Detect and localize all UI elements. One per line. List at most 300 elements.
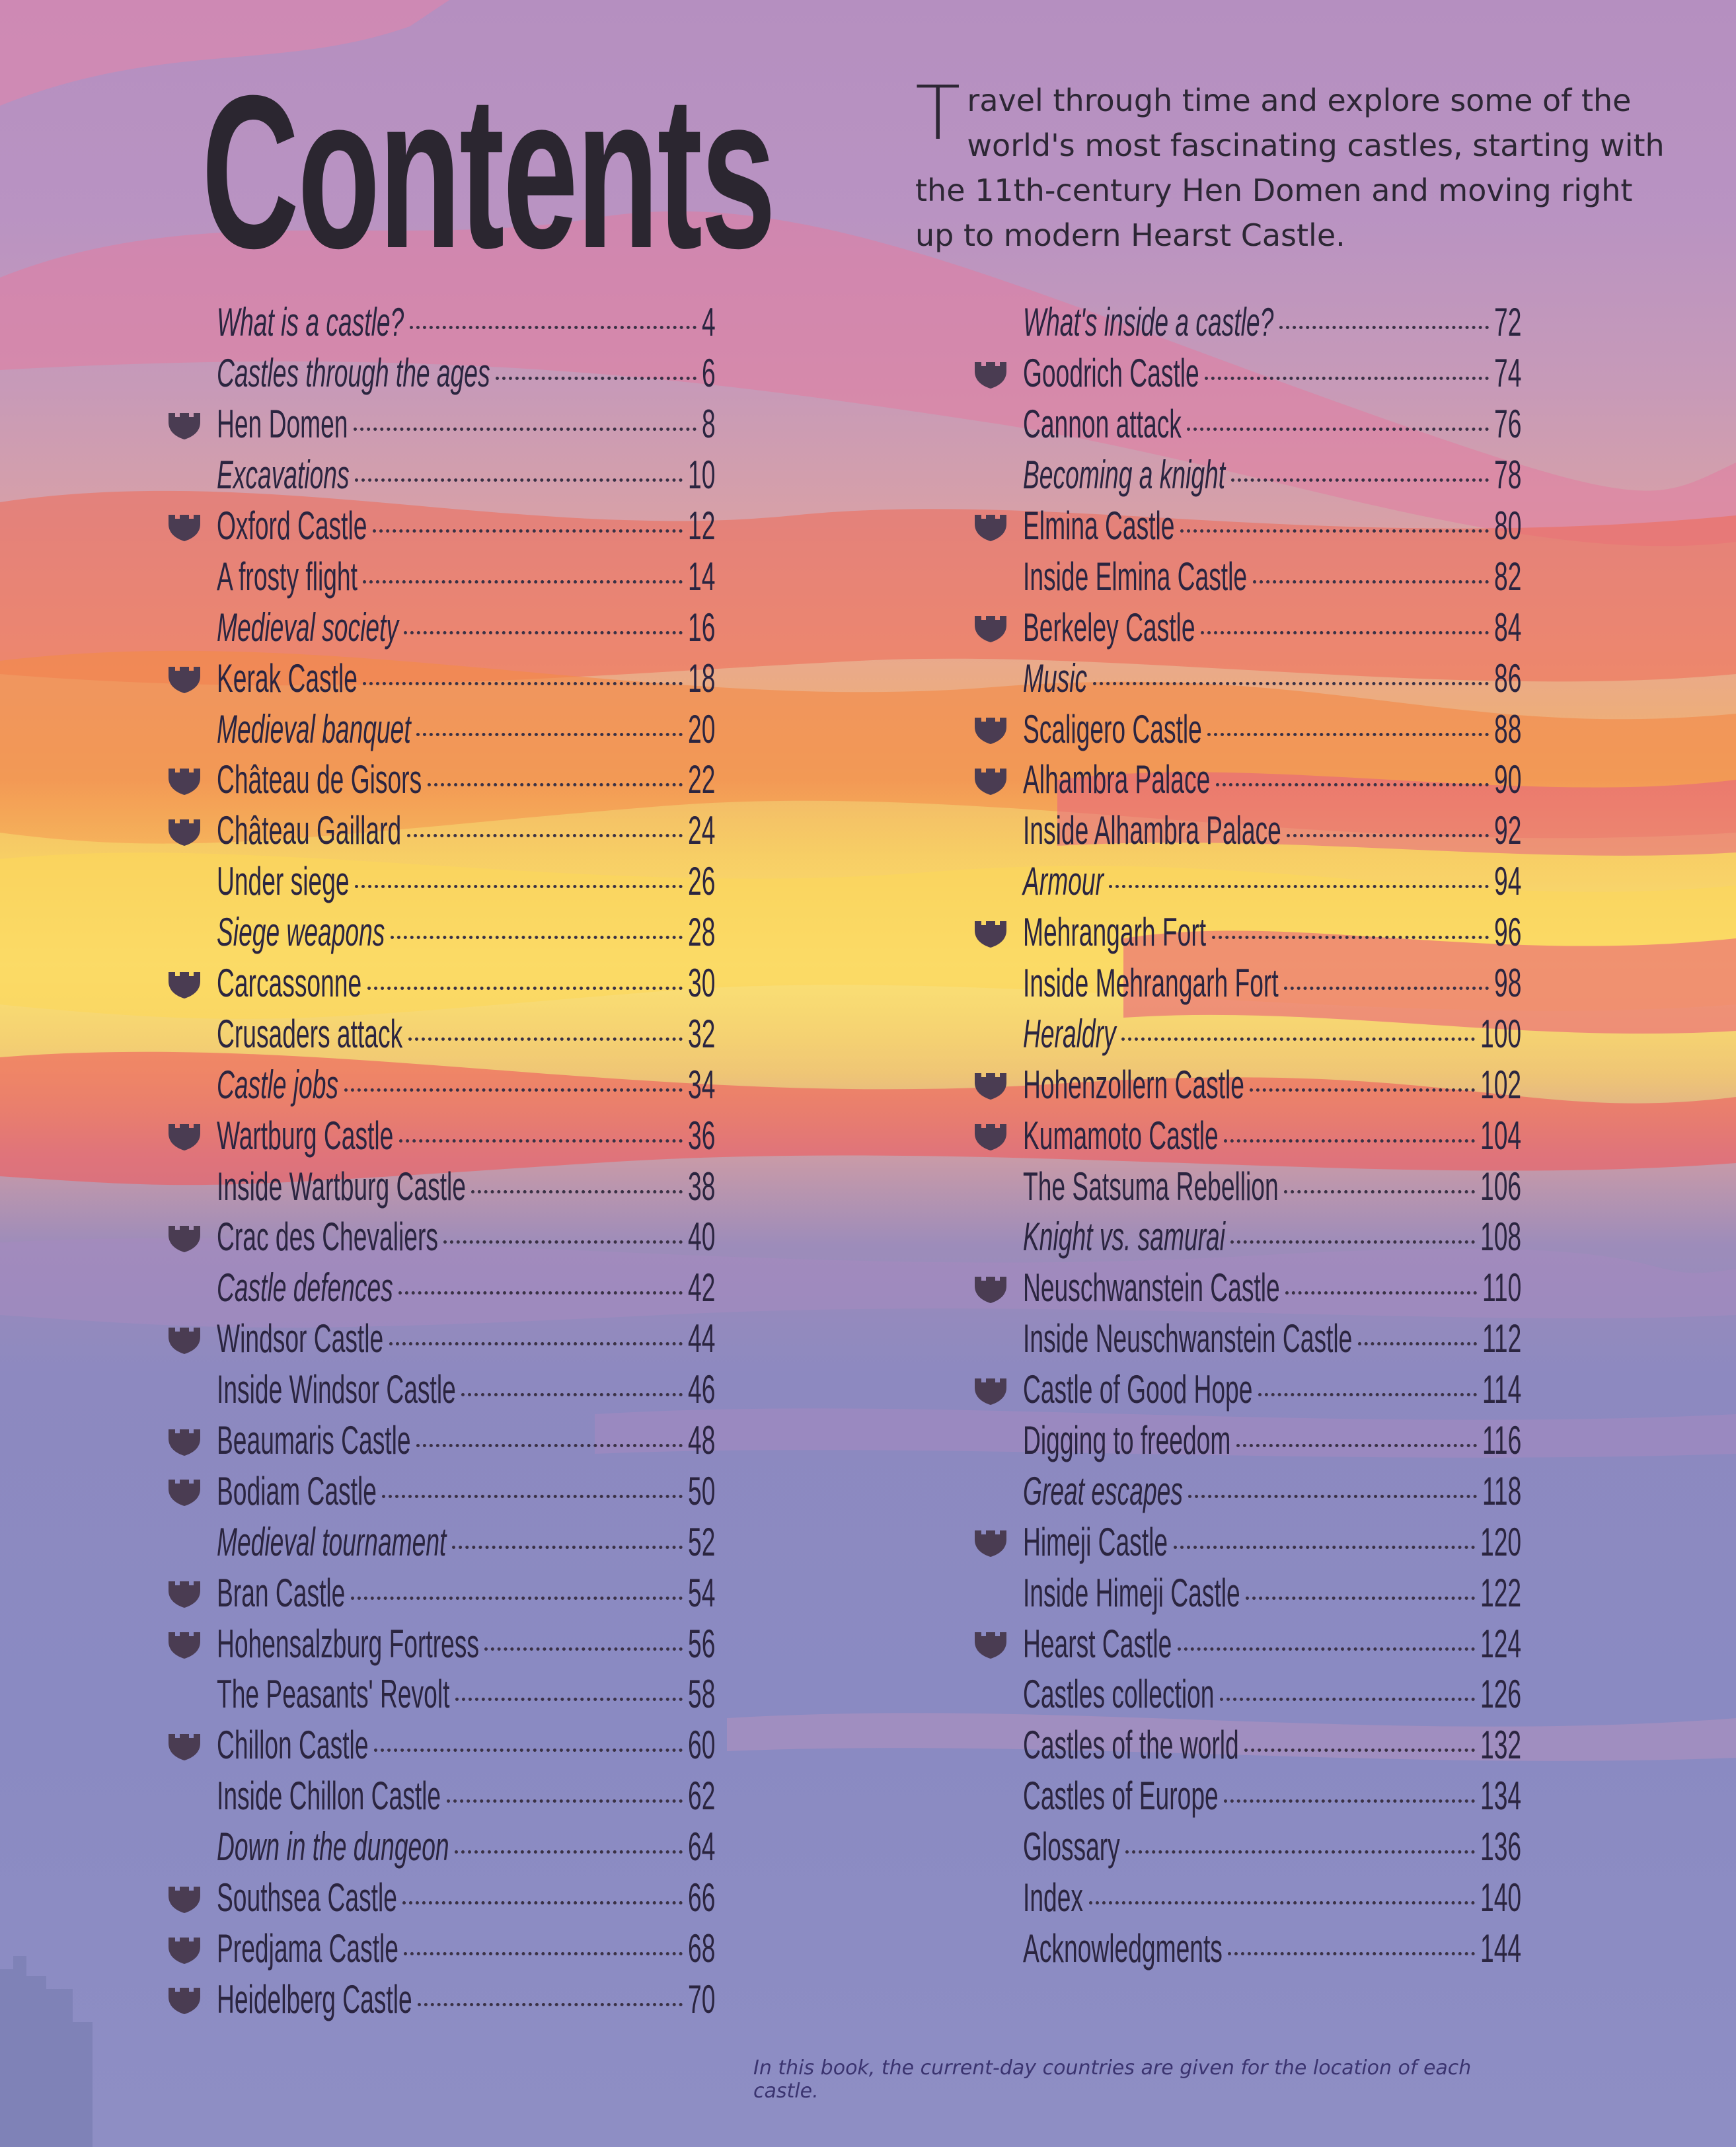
- dot-leader: [1279, 326, 1489, 329]
- toc-page-number: 46: [688, 1367, 716, 1412]
- toc-entry-title: Castles of Europe: [1023, 1774, 1219, 1819]
- toc-entry-title: Castle of Good Hope: [1023, 1367, 1253, 1412]
- castle-shield-icon: [167, 1630, 202, 1660]
- toc-entry-title: Windsor Castle: [217, 1316, 384, 1361]
- toc-entry[interactable]: [963, 1059, 1522, 1110]
- toc-entry[interactable]: [157, 755, 716, 806]
- toc-page-number: 62: [688, 1774, 716, 1819]
- toc-entry-title: Inside Alhambra Palace: [1023, 808, 1281, 853]
- dot-leader: [452, 1546, 683, 1549]
- castle-shield-icon: [167, 766, 202, 796]
- toc-page-number: 122: [1480, 1570, 1522, 1615]
- toc-entry[interactable]: [963, 1771, 1522, 1822]
- toc-entry[interactable]: [963, 1517, 1522, 1567]
- toc-entry[interactable]: [157, 1212, 716, 1263]
- toc-entry[interactable]: [157, 907, 716, 958]
- toc-entry[interactable]: [963, 806, 1522, 856]
- dot-leader: [1250, 1088, 1475, 1092]
- toc-page-number: 84: [1494, 605, 1522, 650]
- toc-entry-line: [1023, 552, 1522, 602]
- toc-entry-title: What is a castle?: [217, 300, 404, 345]
- toc-page-number: 112: [1482, 1316, 1522, 1361]
- intro-text: ravel through time and explore some of the world's most fascinating castles, starting with the 11th-century Hen Domen and moving right up to modern Hearst Castle.: [915, 83, 1665, 253]
- toc-entry[interactable]: [157, 501, 716, 552]
- toc-page-number: 16: [688, 605, 716, 650]
- toc-entry-title: Inside Elmina Castle: [1023, 554, 1248, 599]
- toc-entry-title: Glossary: [1023, 1825, 1120, 1869]
- toc-entry[interactable]: [963, 1365, 1522, 1415]
- toc-page-number: 18: [688, 656, 716, 700]
- toc-entry-title: Castles of the world: [1023, 1723, 1239, 1768]
- toc-entry[interactable]: [963, 1212, 1522, 1263]
- dot-leader: [455, 1698, 683, 1701]
- dot-leader: [455, 1850, 683, 1854]
- toc-page-number: 60: [688, 1723, 716, 1768]
- toc-entry[interactable]: [157, 348, 716, 399]
- toc-entry-title: Crac des Chevaliers: [217, 1215, 438, 1260]
- toc-entry-line: [1023, 348, 1522, 398]
- toc-entry-title: Knight vs. samurai: [1023, 1215, 1225, 1260]
- toc-entry-line: [1023, 907, 1522, 958]
- toc-entry[interactable]: [157, 958, 716, 1009]
- dot-leader: [1180, 529, 1489, 533]
- dot-leader: [1246, 1597, 1475, 1600]
- toc-page-number: 92: [1494, 808, 1522, 853]
- toc-entry[interactable]: [963, 907, 1522, 958]
- castle-shield-icon: [167, 1427, 202, 1457]
- toc-entry-title: Château Gaillard: [217, 808, 402, 853]
- toc-entry[interactable]: [963, 551, 1522, 602]
- toc-entry[interactable]: [157, 1008, 716, 1059]
- dot-leader: [363, 682, 683, 685]
- toc-entry-title: Armour: [1023, 859, 1104, 904]
- toc-entry[interactable]: [157, 1466, 716, 1517]
- dot-leader: [1228, 1952, 1475, 1955]
- toc-entry[interactable]: [963, 856, 1522, 907]
- toc-entry[interactable]: [157, 1720, 716, 1771]
- dot-leader: [484, 1647, 683, 1651]
- dot-leader: [408, 1037, 683, 1041]
- toc-entry-title: Goodrich Castle: [1023, 351, 1199, 396]
- toc-page-number: 34: [688, 1062, 716, 1107]
- dot-leader: [389, 1342, 683, 1345]
- toc-page-number: 24: [688, 808, 716, 853]
- toc-entry[interactable]: [157, 1974, 716, 2025]
- toc-right-column: [963, 297, 1522, 1974]
- toc-entry[interactable]: [963, 602, 1522, 653]
- drop-cap: T: [915, 71, 961, 157]
- toc-entry-line: [217, 1822, 716, 1872]
- dot-leader: [1284, 987, 1489, 990]
- toc-page-number: 6: [702, 351, 716, 396]
- dot-leader: [374, 1749, 683, 1752]
- dot-leader: [1174, 1546, 1475, 1549]
- toc-entry-line: [217, 1568, 716, 1618]
- toc-entry-line: [1023, 1822, 1522, 1872]
- toc-page-number: 36: [688, 1113, 716, 1158]
- toc-page-number: 52: [688, 1519, 716, 1564]
- toc-page-number: 56: [688, 1621, 716, 1666]
- dot-leader: [447, 1799, 683, 1803]
- toc-entry[interactable]: [157, 1618, 716, 1669]
- castle-shield-icon: [973, 512, 1008, 543]
- toc-page-number: 14: [688, 554, 716, 599]
- toc-entry[interactable]: [157, 653, 716, 704]
- castle-shield-icon: [973, 359, 1008, 390]
- toc-entry-title: Hen Domen: [217, 402, 348, 447]
- toc-left-column: [157, 297, 716, 2025]
- dot-leader: [1224, 1799, 1475, 1803]
- toc-entry[interactable]: [963, 1669, 1522, 1720]
- dot-leader: [410, 326, 697, 329]
- dot-leader: [1284, 1190, 1475, 1193]
- toc-entry-line: [217, 856, 716, 907]
- toc-entry-title: Hohenzollern Castle: [1023, 1062, 1244, 1107]
- toc-entry-line: [1023, 399, 1522, 449]
- toc-entry-title: Medieval banquet: [217, 706, 411, 751]
- dot-leader: [355, 478, 683, 482]
- toc-entry[interactable]: [157, 399, 716, 450]
- toc-entry-line: [217, 603, 716, 653]
- dot-leader: [373, 529, 683, 533]
- toc-entry[interactable]: [157, 297, 716, 348]
- toc-entry-line: [1023, 1212, 1522, 1262]
- toc-entry-line: [1023, 450, 1522, 500]
- toc-entry-line: [217, 1415, 716, 1466]
- toc-entry-line: [1023, 501, 1522, 551]
- toc-entry-line: [217, 1771, 716, 1821]
- toc-page-number: 12: [688, 504, 716, 548]
- toc-entry-title: Oxford Castle: [217, 504, 367, 548]
- toc-entry-title: Inside Wartburg Castle: [217, 1164, 466, 1209]
- toc-page-number: 20: [688, 706, 716, 751]
- dot-leader: [428, 783, 683, 786]
- toc-entry[interactable]: [963, 1263, 1522, 1314]
- toc-entry-line: [217, 297, 716, 348]
- toc-entry[interactable]: [157, 856, 716, 907]
- toc-page-number: 66: [688, 1875, 716, 1920]
- dot-leader: [1121, 1037, 1475, 1041]
- castle-shield-icon: [167, 1121, 202, 1152]
- toc-page-number: 104: [1480, 1113, 1522, 1158]
- toc-entry-title: Chillon Castle: [217, 1723, 369, 1768]
- toc-entry-title: Southsea Castle: [217, 1875, 397, 1920]
- toc-entry-title: Acknowledgments: [1023, 1926, 1223, 1971]
- toc-page-number: 78: [1494, 453, 1522, 498]
- castle-shield-icon: [973, 1630, 1008, 1660]
- toc-entry-title: The Peasants' Revolt: [217, 1672, 450, 1717]
- toc-entry-title: Medieval tournament: [217, 1519, 447, 1564]
- dot-leader: [1205, 377, 1489, 380]
- toc-entry[interactable]: [157, 1924, 716, 1975]
- toc-entry[interactable]: [963, 1720, 1522, 1771]
- castle-shield-icon: [167, 1731, 202, 1762]
- castle-shield-icon: [167, 1985, 202, 2015]
- toc-entry-line: [1023, 755, 1522, 805]
- toc-page-number: 76: [1494, 402, 1522, 447]
- toc-entry-title: Castles collection: [1023, 1672, 1215, 1717]
- dot-leader: [1220, 1698, 1475, 1701]
- castle-shield-icon: [167, 1223, 202, 1254]
- toc-entry[interactable]: [157, 450, 716, 501]
- dot-leader: [1231, 478, 1489, 482]
- toc-entry-line: [217, 704, 716, 755]
- toc-entry[interactable]: [963, 399, 1522, 450]
- toc-page-number: 116: [1482, 1418, 1522, 1463]
- dot-leader: [1188, 1495, 1477, 1498]
- castle-shield-icon: [167, 1325, 202, 1355]
- toc-page-number: 22: [688, 757, 716, 802]
- dot-leader: [416, 733, 683, 736]
- toc-page-number: 72: [1494, 300, 1522, 345]
- dot-leader: [1201, 631, 1489, 634]
- toc-entry[interactable]: [963, 1618, 1522, 1669]
- toc-entry-line: [1023, 704, 1522, 755]
- dot-leader: [1287, 834, 1489, 837]
- toc-entry[interactable]: [963, 1873, 1522, 1924]
- toc-page-number: 88: [1494, 706, 1522, 751]
- toc-page-number: 68: [688, 1926, 716, 1971]
- dot-leader: [496, 377, 697, 380]
- toc-entry-title: Berkeley Castle: [1023, 605, 1195, 650]
- dot-leader: [461, 1393, 683, 1396]
- toc-page-number: 42: [688, 1265, 716, 1310]
- dot-leader: [363, 580, 683, 584]
- toc-entry-title: The Satsuma Rebellion: [1023, 1164, 1279, 1209]
- dot-leader: [382, 1495, 683, 1498]
- toc-entry[interactable]: [157, 806, 716, 856]
- toc-entry-line: [1023, 1568, 1522, 1618]
- toc-page-number: 120: [1480, 1519, 1522, 1564]
- toc-entry[interactable]: [963, 1466, 1522, 1517]
- dot-leader: [1285, 1291, 1477, 1295]
- toc-entry[interactable]: [157, 1669, 716, 1720]
- toc-entry[interactable]: [157, 1263, 716, 1314]
- toc-entry[interactable]: [157, 1314, 716, 1365]
- toc-entry[interactable]: [963, 501, 1522, 552]
- toc-entry-line: [217, 348, 716, 398]
- castle-shield-icon: [167, 969, 202, 1000]
- toc-entry-line: [1023, 603, 1522, 653]
- toc-entry-title: Index: [1023, 1875, 1084, 1920]
- toc-entry[interactable]: [963, 1314, 1522, 1365]
- toc-entry-title: Music: [1023, 656, 1088, 700]
- dot-leader: [391, 936, 683, 939]
- toc-entry[interactable]: [157, 1873, 716, 1924]
- toc-page-number: 28: [688, 910, 716, 955]
- toc-page-number: 140: [1480, 1875, 1522, 1920]
- toc-entry[interactable]: [157, 1771, 716, 1822]
- castle-shield-icon: [167, 1579, 202, 1609]
- castle-shield-icon: [973, 1121, 1008, 1152]
- toc-entry[interactable]: [963, 755, 1522, 806]
- toc-entry-title: Heraldry: [1023, 1011, 1116, 1056]
- footnote: In this book, the current-day countries are given for the location of each castle.: [753, 2056, 1472, 2103]
- toc-page-number: 98: [1494, 961, 1522, 1006]
- toc-entry[interactable]: [157, 1161, 716, 1212]
- castle-shield-icon: [973, 613, 1008, 644]
- toc-page-number: 54: [688, 1570, 716, 1615]
- toc-page-number: 126: [1480, 1672, 1522, 1717]
- dot-leader: [1178, 1647, 1475, 1651]
- toc-entry[interactable]: [157, 1822, 716, 1873]
- toc-entry-line: [217, 1212, 716, 1262]
- dot-leader: [1093, 682, 1489, 685]
- toc-entry-title: Inside Himeji Castle: [1023, 1570, 1240, 1615]
- dot-leader: [1224, 1139, 1475, 1143]
- toc-entry[interactable]: [157, 602, 716, 653]
- toc-page-number: 8: [702, 402, 716, 447]
- toc-page-number: 90: [1494, 757, 1522, 802]
- toc-entry-line: [1023, 958, 1522, 1008]
- toc-entry-title: What's inside a castle?: [1023, 300, 1274, 345]
- dot-leader: [471, 1190, 683, 1193]
- toc-page-number: 70: [688, 1977, 716, 2021]
- toc-page-number: 118: [1482, 1468, 1522, 1513]
- toc-entry-title: Heidelberg Castle: [217, 1977, 412, 2021]
- toc-entry-title: Kerak Castle: [217, 656, 358, 700]
- toc-entry[interactable]: [963, 1161, 1522, 1212]
- toc-entry-line: [217, 654, 716, 704]
- toc-entry-title: Down in the dungeon: [217, 1825, 449, 1869]
- dot-leader: [344, 1088, 683, 1092]
- toc-entry-line: [1023, 806, 1522, 856]
- page-title: Contents: [202, 50, 774, 293]
- toc-entry-line: [217, 552, 716, 602]
- toc-entry-line: [217, 1619, 716, 1669]
- toc-entry-line: [1023, 1314, 1522, 1364]
- toc-entry[interactable]: [963, 1924, 1522, 1975]
- toc-entry[interactable]: [963, 1110, 1522, 1161]
- castle-shield-icon: [167, 664, 202, 695]
- dot-leader: [1244, 1749, 1475, 1752]
- castle-shield-icon: [167, 410, 202, 441]
- dot-leader: [404, 1952, 683, 1955]
- toc-entry-title: Bran Castle: [217, 1570, 346, 1615]
- toc-entry-title: Under siege: [217, 859, 350, 904]
- toc-entry[interactable]: [157, 1517, 716, 1567]
- toc-page-number: 144: [1480, 1926, 1522, 1971]
- toc-page-number: 94: [1494, 859, 1522, 904]
- toc-entry[interactable]: [963, 704, 1522, 755]
- toc-entry-title: Hohensalzburg Fortress: [217, 1621, 479, 1666]
- toc-entry[interactable]: [157, 1415, 716, 1466]
- castle-shield-icon: [973, 1274, 1008, 1304]
- toc-page-number: 50: [688, 1468, 716, 1513]
- toc-entry[interactable]: [157, 551, 716, 602]
- toc-entry[interactable]: [963, 1415, 1522, 1466]
- toc-entry[interactable]: [157, 1567, 716, 1618]
- dot-leader: [1207, 733, 1489, 736]
- dot-leader: [351, 1597, 683, 1600]
- dot-leader: [402, 1901, 683, 1904]
- toc-entry-line: [217, 1669, 716, 1719]
- toc-entry[interactable]: [963, 1567, 1522, 1618]
- intro-paragraph: [915, 71, 1669, 258]
- castle-shield-icon: [973, 766, 1008, 796]
- toc-entry-line: [217, 501, 716, 551]
- toc-entry[interactable]: [963, 1008, 1522, 1059]
- toc-entry-title: Predjama Castle: [217, 1926, 398, 1971]
- toc-entry-line: [217, 755, 716, 805]
- toc-entry[interactable]: [963, 450, 1522, 501]
- toc-page-number: 134: [1480, 1774, 1522, 1819]
- toc-entry-title: Hearst Castle: [1023, 1621, 1172, 1666]
- dot-leader: [407, 834, 683, 837]
- toc-entry[interactable]: [963, 348, 1522, 399]
- toc-entry-line: [1023, 1517, 1522, 1567]
- toc-entry[interactable]: [963, 297, 1522, 348]
- toc-entry-line: [217, 1009, 716, 1059]
- toc-page-number: 4: [702, 300, 716, 345]
- toc-entry-line: [217, 958, 716, 1008]
- toc-page-number: 124: [1480, 1621, 1522, 1666]
- dot-leader: [416, 1444, 683, 1447]
- toc-page-number: 30: [688, 961, 716, 1006]
- toc-entry-line: [1023, 1365, 1522, 1415]
- toc-entry[interactable]: [963, 1822, 1522, 1873]
- toc-page-number: 10: [688, 453, 716, 498]
- toc-entry-line: [217, 1517, 716, 1567]
- dot-leader: [1236, 1444, 1477, 1447]
- toc-entry-line: [217, 1314, 716, 1364]
- toc-page-number: 38: [688, 1164, 716, 1209]
- toc-page-number: 106: [1480, 1164, 1522, 1209]
- dot-leader: [1089, 1901, 1475, 1904]
- toc-entry[interactable]: [157, 1059, 716, 1110]
- toc-entry-line: [217, 1873, 716, 1923]
- toc-entry-line: [1023, 1924, 1522, 1974]
- toc-entry-title: Wartburg Castle: [217, 1113, 394, 1158]
- toc-page-number: 108: [1480, 1215, 1522, 1260]
- toc-entry-line: [217, 1466, 716, 1517]
- toc-entry-line: [1023, 1466, 1522, 1517]
- toc-page-number: 110: [1482, 1265, 1522, 1310]
- toc-page-number: 96: [1494, 910, 1522, 955]
- toc-entry-title: Kumamoto Castle: [1023, 1113, 1219, 1158]
- toc-entry-title: Carcassonne: [217, 961, 362, 1006]
- dot-leader: [1216, 783, 1489, 786]
- toc-entry-line: [217, 399, 716, 449]
- toc-entry-title: Beaumaris Castle: [217, 1418, 411, 1463]
- dot-leader: [398, 1291, 683, 1295]
- toc-entry-line: [1023, 654, 1522, 704]
- toc-entry-title: Crusaders attack: [217, 1011, 403, 1056]
- toc-entry[interactable]: [157, 704, 716, 755]
- toc-entry-title: Château de Gisors: [217, 757, 422, 802]
- toc-entry[interactable]: [963, 958, 1522, 1009]
- toc-entry-title: Great escapes: [1023, 1468, 1183, 1513]
- toc-entry-title: Scaligero Castle: [1023, 706, 1202, 751]
- toc-page-number: 100: [1480, 1011, 1522, 1056]
- dot-leader: [1187, 428, 1489, 431]
- toc-entry-title: Becoming a knight: [1023, 453, 1226, 498]
- toc-page-number: 40: [688, 1215, 716, 1260]
- dot-leader: [1212, 936, 1489, 939]
- toc-entry[interactable]: [157, 1110, 716, 1161]
- toc-entry-line: [1023, 1415, 1522, 1466]
- toc-entry-line: [217, 450, 716, 500]
- toc-entry-line: [217, 907, 716, 958]
- toc-entry-title: Alhambra Palace: [1023, 757, 1211, 802]
- toc-entry[interactable]: [157, 1365, 716, 1415]
- toc-entry-line: [1023, 297, 1522, 348]
- toc-entry-title: Inside Mehrangarh Fort: [1023, 961, 1279, 1006]
- toc-entry[interactable]: [963, 653, 1522, 704]
- toc-entry-title: Elmina Castle: [1023, 504, 1175, 548]
- dot-leader: [355, 885, 683, 888]
- dot-leader: [399, 1139, 683, 1143]
